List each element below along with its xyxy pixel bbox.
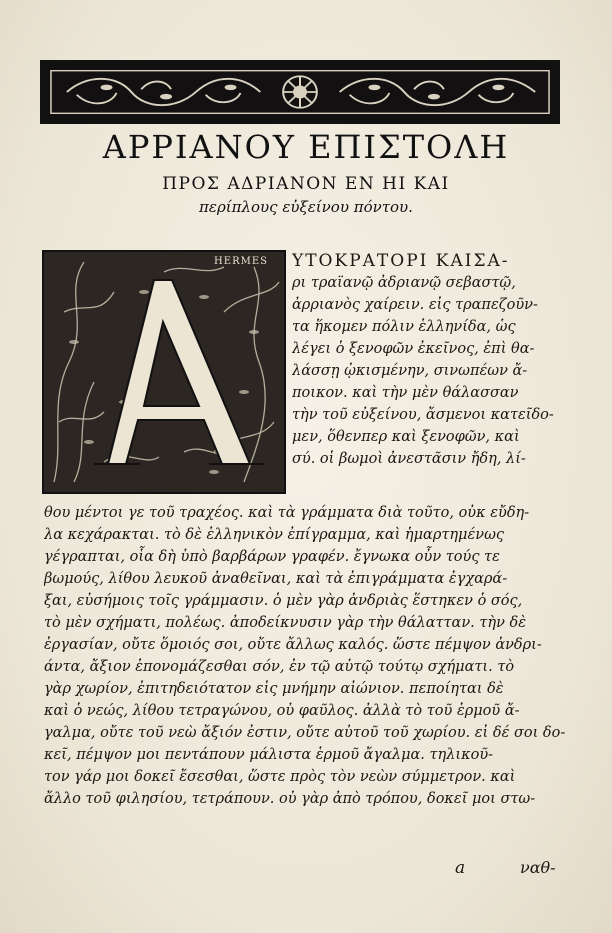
signature-mark: a: [455, 858, 466, 878]
text-line: ρι τραϊανῷ ἀδριανῷ σεβαστῷ,: [292, 275, 516, 291]
text-line: γέγραπται, οἷα δὴ ὑπὸ βαρβάρων γραφέν. ἔγνωκα οὖν τούς τε: [44, 549, 500, 565]
text-line: τον γάρ μοι δοκεῖ ἔσεσθαι, ὥστε πρὸς τὸν νεὼν σύμμετρον. καὶ: [44, 769, 516, 785]
text-line: τα ἥκομεν πόλιν ἑλληνίδα, ὡς: [292, 319, 516, 335]
text-line: καὶ ὁ νεώς, λίθου τετραγώνου, οὐ φαῦλος. ἀλλὰ τὸ τοῦ ἑρμοῦ ἄ-: [44, 703, 520, 719]
text-line: άντα, ἄξιον ἐπονομάζεσθαι σόν, ἐν τῷ αὐτῷ τούτῳ σχήματι. τὸ: [44, 659, 515, 675]
text-line: γαλμα, οὔτε τοῦ νεὼ ἄξιόν ἐστιν, οὔτε αὐτοῦ τοῦ χωρίου. εἰ δέ σοι δο-: [44, 725, 566, 741]
initial-caption: HERMES: [214, 256, 268, 267]
text-line: θου μέντοι γε τοῦ τραχέος. καὶ τὰ γράμματα διὰ τοῦτο, οὐκ εὔδη-: [44, 505, 530, 521]
catchword: ναθ-: [520, 858, 556, 877]
text-line: κεῖ, πέμψον μοι πεντάπουν μάλιστα ἑρμοῦ ἄγαλμα. τηλικοῦ-: [44, 747, 494, 763]
woodcut-initial-illustration: [44, 252, 284, 492]
text-line: ἀρριανὸς χαίρειν. εἰς τραπεζοῦν-: [292, 297, 538, 313]
text-line: τὸ μὲν σχήματι, πολέως. ἀποδείκνυσιν γὰρ τὴν θάλατταν. τὴν δὲ: [44, 615, 527, 631]
text-line: ποικον. καὶ τὴν μὲν θάλασσαν: [292, 385, 519, 401]
text-line: βωμούς, λίθου λευκοῦ ἀναθεῖναι, καὶ τὰ ἐπιγράμματα ἐγχαρά-: [44, 571, 508, 587]
text-line: μεν, ὅθενπερ καὶ ξενοφῶν, καὶ: [292, 429, 520, 445]
page-subtitle-line2: περίπλους εὐξείνου πόντου.: [199, 198, 413, 216]
woodcut-initial-letter: [42, 250, 286, 494]
text-line: ἄλλο τοῦ φιλησίου, τετράπουν. οὐ γὰρ ἀπὸ τρόπου, δοκεῖ μοι στω-: [44, 791, 536, 807]
text-line: ξαι, εὐσήμοις τοῖς γράμμασιν. ὁ μὲν γὰρ ἀνδριὰς ἕστηκεν ὁ σός,: [44, 593, 523, 609]
text-line: λέγει ὁ ξενοφῶν ἐκεῖνος, ἐπὶ θα-: [292, 341, 535, 357]
text-line: λα κεχάρακται. τὸ δὲ ἑλληνικὸν ἐπίγραμμα, καὶ ἡμαρτημένως: [44, 527, 505, 543]
text-line: σύ. οἱ βωμοὶ ἀνεστᾶσιν ἤδη, λί-: [292, 451, 526, 467]
text-block-beside-initial: [292, 250, 582, 470]
text-line: λάσσῃ ᾠκισμένην, σινωπέων ἄ-: [292, 363, 528, 379]
ornamental-headpiece: [40, 60, 560, 124]
text-line: ΥΤΟΚΡΑΤΟΡΙ ΚΑΙΣΑ-: [292, 251, 510, 271]
text-line: τὴν τοῦ εὐξείνου, ἄσμενοι κατεῖδο-: [292, 407, 554, 423]
text-line: γὰρ χωρίον, ἐπιτηδειότατον εἰς μνήμην αἰώνιον. πεποίηται δὲ: [44, 681, 504, 697]
text-block-full-width: [44, 502, 579, 810]
page-subtitle: ΠΡΟΣ ΑΔΡΙΑΝΟΝ ΕΝ ΗΙ ΚΑΙ: [162, 174, 450, 194]
text-line: ἐργασίαν, οὔτε ὅμοιός σοι, οὔτε ἄλλως καλός. ὥστε πέμψον ἀνδρι-: [44, 637, 542, 653]
page-title: ΑΡΡΙΑΝΟΥ ΕΠΙΣΤΟΛΗ: [102, 128, 510, 166]
